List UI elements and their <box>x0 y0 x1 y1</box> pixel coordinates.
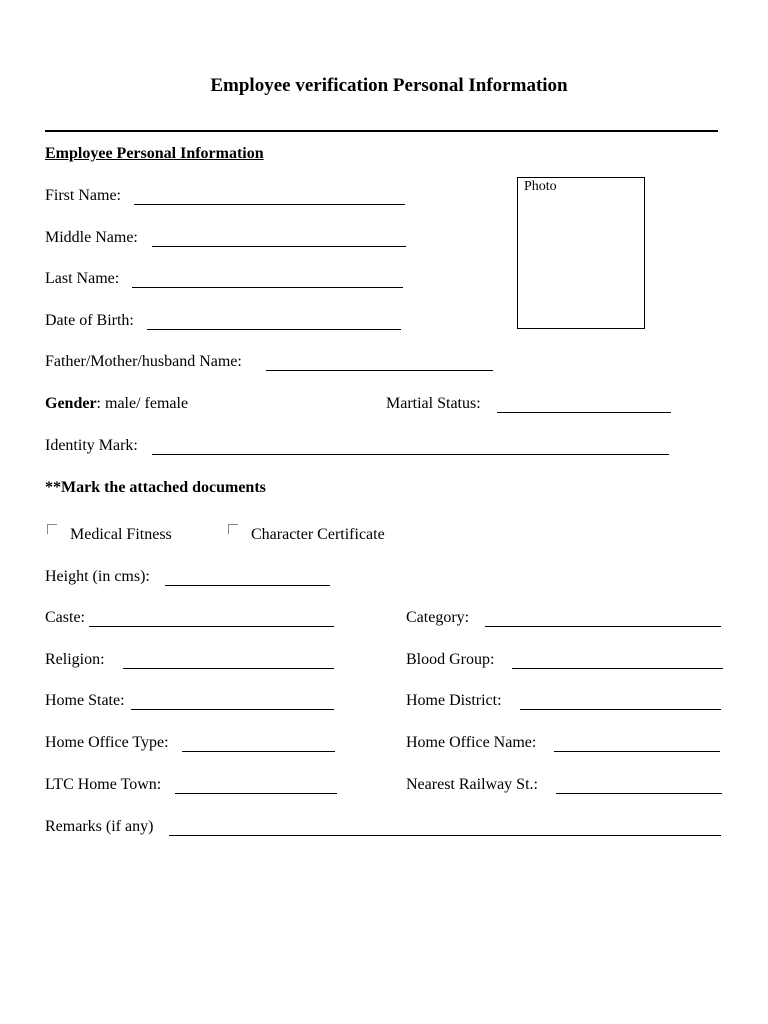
photo-box <box>517 177 645 329</box>
ltc-home-town-label: LTC Home Town: <box>45 776 162 793</box>
home-office-name-field[interactable] <box>554 751 720 752</box>
first-name-label: First Name: <box>45 187 121 204</box>
religion-label: Religion: <box>45 651 105 668</box>
gender-options: : male/ female <box>96 395 189 412</box>
nearest-railway-label: Nearest Railway St.: <box>406 776 538 793</box>
character-certificate-label: Character Certificate <box>251 526 385 543</box>
religion-field[interactable] <box>123 668 334 669</box>
last-name-field[interactable] <box>132 287 403 288</box>
marital-status-field[interactable] <box>497 412 671 413</box>
parent-name-field[interactable] <box>266 370 493 371</box>
home-state-label: Home State: <box>45 692 125 709</box>
section-heading: Employee Personal Information <box>45 145 264 162</box>
remarks-label: Remarks (if any) <box>45 818 154 835</box>
parent-name-label: Father/Mother/husband Name: <box>45 353 242 370</box>
medical-fitness-label: Medical Fitness <box>70 526 172 543</box>
caste-label: Caste: <box>45 609 85 626</box>
photo-label: Photo <box>524 179 557 194</box>
home-office-type-field[interactable] <box>182 751 335 752</box>
first-name-field[interactable] <box>134 204 405 205</box>
home-district-label: Home District: <box>406 692 502 709</box>
marital-status-label: Martial Status: <box>386 395 481 412</box>
gender-label: Gender <box>45 395 97 412</box>
nearest-railway-field[interactable] <box>556 793 722 794</box>
middle-name-field[interactable] <box>152 246 406 247</box>
home-office-type-label: Home Office Type: <box>45 734 169 751</box>
home-state-field[interactable] <box>131 709 334 710</box>
documents-heading: **Mark the attached documents <box>45 479 266 496</box>
page-title: Employee verification Personal Information <box>210 75 568 96</box>
ltc-home-town-field[interactable] <box>175 793 337 794</box>
height-label: Height (in cms): <box>45 568 150 585</box>
medical-fitness-checkbox[interactable] <box>47 524 57 534</box>
category-field[interactable] <box>485 626 721 627</box>
middle-name-label: Middle Name: <box>45 229 138 246</box>
remarks-field[interactable] <box>169 835 721 836</box>
caste-field[interactable] <box>89 626 334 627</box>
title-divider <box>45 130 718 132</box>
home-office-name-label: Home Office Name: <box>406 734 537 751</box>
dob-field[interactable] <box>147 329 401 330</box>
blood-group-field[interactable] <box>512 668 723 669</box>
height-field[interactable] <box>165 585 330 586</box>
character-certificate-checkbox[interactable] <box>228 524 238 534</box>
category-label: Category: <box>406 609 470 626</box>
identity-mark-field[interactable] <box>152 454 669 455</box>
gender-row <box>45 395 188 413</box>
identity-mark-label: Identity Mark: <box>45 437 138 454</box>
blood-group-label: Blood Group: <box>406 651 495 668</box>
dob-label: Date of Birth: <box>45 312 134 329</box>
home-district-field[interactable] <box>520 709 721 710</box>
last-name-label: Last Name: <box>45 270 120 287</box>
